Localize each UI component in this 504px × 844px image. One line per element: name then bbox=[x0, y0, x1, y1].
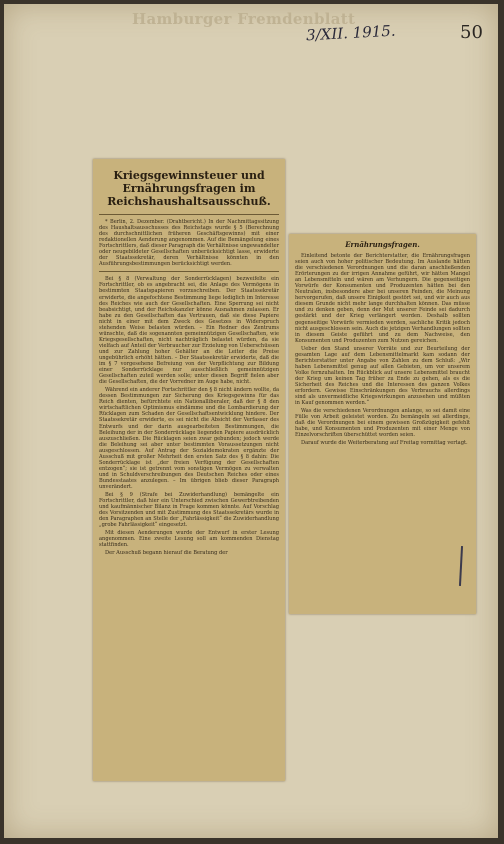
article-headline: Kriegsgewinnsteuer und Ernährungsfragen im Reichshaushaltsausschuß. bbox=[107, 169, 271, 208]
article-paragraph: * Berlin, 2. Dezember. (Drahtbericht.) In der Nachmittagssitzung des Haushaltsausschusses des Reichstags wurde § 5 (Berechnung des durchschnittlichen früheren Geschäftsgewinns) mit einer redaktionellen Aenderung angenommen. Auf die Bemängelung eines Fortschrittlers, daß dieser Paragraph die Verhältnisse ungewandelter oder neugebildeter Gesellschaften unberücksichtigt lasse, erwiderte der Staatssekretär, deren Verhältnisse könnten in den Ausführungsbestimmungen berücksichtigt werden. bbox=[99, 219, 280, 268]
article-paragraph: Ueber den Stand unserer Vorräte und zur Beurteilung der gesamten Lage auf dem Lebensmittelmarkt kam sodann der Berichterstatter unter Angabe von Zahlen zu dem Schluß: „Wir haben Lebensmittel genug auf allen Gebieten, um vor unserem Volke fernzuhalten. Im Rückblick auf unsere Lebensmittel braucht der Krieg um keinen Tag früher zu Ende zu gehen, als es die Sicherheit des Reiches und die Interessen des ganzen Volkes erfordern. Gewisse Einschränkungen des Verbrauchs allerdings sind als unvermeidliche Kriegswirkungen anzusehen und müßten in Kauf genommen werden.“ bbox=[295, 345, 470, 407]
article-paragraph: Bei § 9 (Strafe bei Zuwiderhandlung) bemängelte ein Fortschrittler, daß hier ein Unterschied zwischen Gewerbtreibenden und kaufmännischer Bilanz in Frage kommen könnte. Auf Vorschlag des Vorsitzenden und mit Zustimmung des Staatssekretärs wurde in den Paragraphen an Stelle der „Fahrlässigkeit“ die Zuwiderhandlung „grobe Fahrlässigkeit“ eingesetzt. bbox=[99, 492, 279, 529]
archive-page bbox=[4, 4, 498, 838]
article-paragraph: Darauf wurde die Weiterberatung auf Freitag vormittag vertagt. bbox=[301, 440, 468, 447]
page-number: 50 bbox=[460, 22, 483, 43]
article-paragraph: Was die verschiedenen Verordnungen anlange, so sei damit eine Fülle von Arbeit geleistet worden. Zu bemängeln sei allerdings, daß die Verordnungen bei einem gewissen Großzügigkeit gefehlt habe, und Konsumenten und Produzenten mit einer Menge von Einzelvorschriften überschüttet worden seien. bbox=[295, 408, 470, 439]
newspaper-clipping-left bbox=[93, 159, 285, 781]
headline-divider bbox=[99, 214, 279, 215]
article-paragraph: Mit diesen Aenderungen wurde der Entwurf in erster Lesung angenommen. Eine zweite Lesung soll am kommenden Dienstag stattfinden. bbox=[99, 530, 279, 549]
handwritten-date: 3/XII. 1915. bbox=[305, 21, 397, 45]
article-paragraph: Bei § 8 (Verwaltung der Sonderrücklagen) bezweifelte ein Fortschrittler, ob es angebracht sei, die Anlage des Vermögens in bestimmten Staatspapieren vorzuschreiben. Der Staatssekretär erwiderte, die angefochtene Bestimmung liege lediglich im Interesse des Reiches wie auch der Gesellschaften. Eine Sperrung sei nicht beabsichtigt, und der Reichskanzler könne Ausnahmen zulassen. Er habe zu den Gesellschaften das Vertrauen, daß sie diese Papiere nicht in einer mit dem Zweck des Gesetzes in Widerspruch stehenden Weise belasten würden. – Ein Redner des Zentrums wünschte, daß die sogenannten gemeinnützigen Gesellschaften, wie Kriegsgesellschaften, nicht nachträglich belastet würden, da sie vielfach auf Anteil der Verbraucher zur Erzielung von Ueberschüssen und zur Zahlung hoher Gehälter an die Leiter die Preise ungebührlich erhöht hätten. – Der Staatssekretär erwiderte, daß die im § 7 vorgesehene Befreiung von der Verpflichtung zur Bildung einer Sonderrücklage nur ausschließlich gemeinnützigen Gesellschaften zuteil werden solle; unter diesen Begriff fielen aber die Gesellschaften, die der Vorredner im Auge habe, nicht. bbox=[99, 276, 279, 386]
newspaper-masthead: Hamburger Fremdenblatt bbox=[132, 10, 356, 28]
article-paragraph: Der Ausschuß begann hierauf die Beratung der bbox=[105, 550, 228, 557]
section-heading: Ernährungsfragen. bbox=[345, 240, 420, 249]
article-paragraph: Einleitend betonte der Berichterstatter, die Ernährungsfragen seien auch von hoher politischer Bedeutung. Im Auslande hätten die verschiedenen Verordnungen und die daran anschließenden Erörterungen zu der irrigen Annahme geführt, wir hätten Mangel an Lebensmitteln und wären am Verhungern. Die gegenseitigen Vorwürfe der Konsumenten und Produzenten hätten bei den Neutralen, insbesondere aber bei unseren Feinden, die Meinung hervorgerufen, daß unsere Einigkeit gestört sei, und wir auch aus diesem Grunde nicht mehr lange durchhalten können. Das müsse und zu denken geben, denn der Mut unserer Feinde sei dadurch gestärkt und der Krieg verlängert worden. Deshalb sollten gegenseitige Vorwürfe vermieden werden, sachliche Kritik jedoch nicht ausgeschlossen sein. Auch die jetzigen Verhandlungen sollten in diesem Geiste geführt und zu dem Nachweise, den Konsumenten und Produzenten zum Nutzen gereichen. bbox=[295, 253, 470, 344]
article-paragraph: Während ein anderer Fortschrittler den § 8 nicht ändern wollte, da dessen Bestimmungen zur Sicherung des Kriegsgewinns für das Reich dienten, befürchtete ein Nationalliberaler, daß der § 8 den wirtschaftlichen Optimismus eindämme und die Lombardierung der Rücklagen zum Schaden der Gesellschaftsentwicklung hindere. Der Staatssekretär erwiderte, es sei nicht die Absicht der Verfasser des Entwurfs und der darin ausgearbeiteten Bestimmungen, die Beleihung der in der Sonderrücklage liegenden Papiere ausdrücklich auszuschließen. Die Rücklagen seien zwar gebunden; jedoch werde die Beleihung sei aber unter bestimmten Voraussetzungen nicht ausgeschlossen. Auf Antrag der Sozialdemokraten ergänzte der Ausschuß mit großer Mehrheit den ersten Satz des § 8 dahin: Die Sonderrücklage ist „der freien Verfügung der Gesellschaften entzogen“; sie ist getrennt vom sonstigen Vermögen zu verwalten und in Schuldverschreibungen des Deutschen Reiches oder eines Bundesstaates anzulegen. – Im übrigen blieb dieser Paragraph unverändert. bbox=[99, 387, 279, 490]
section-divider bbox=[99, 271, 279, 272]
newspaper-clipping-right bbox=[289, 234, 476, 614]
